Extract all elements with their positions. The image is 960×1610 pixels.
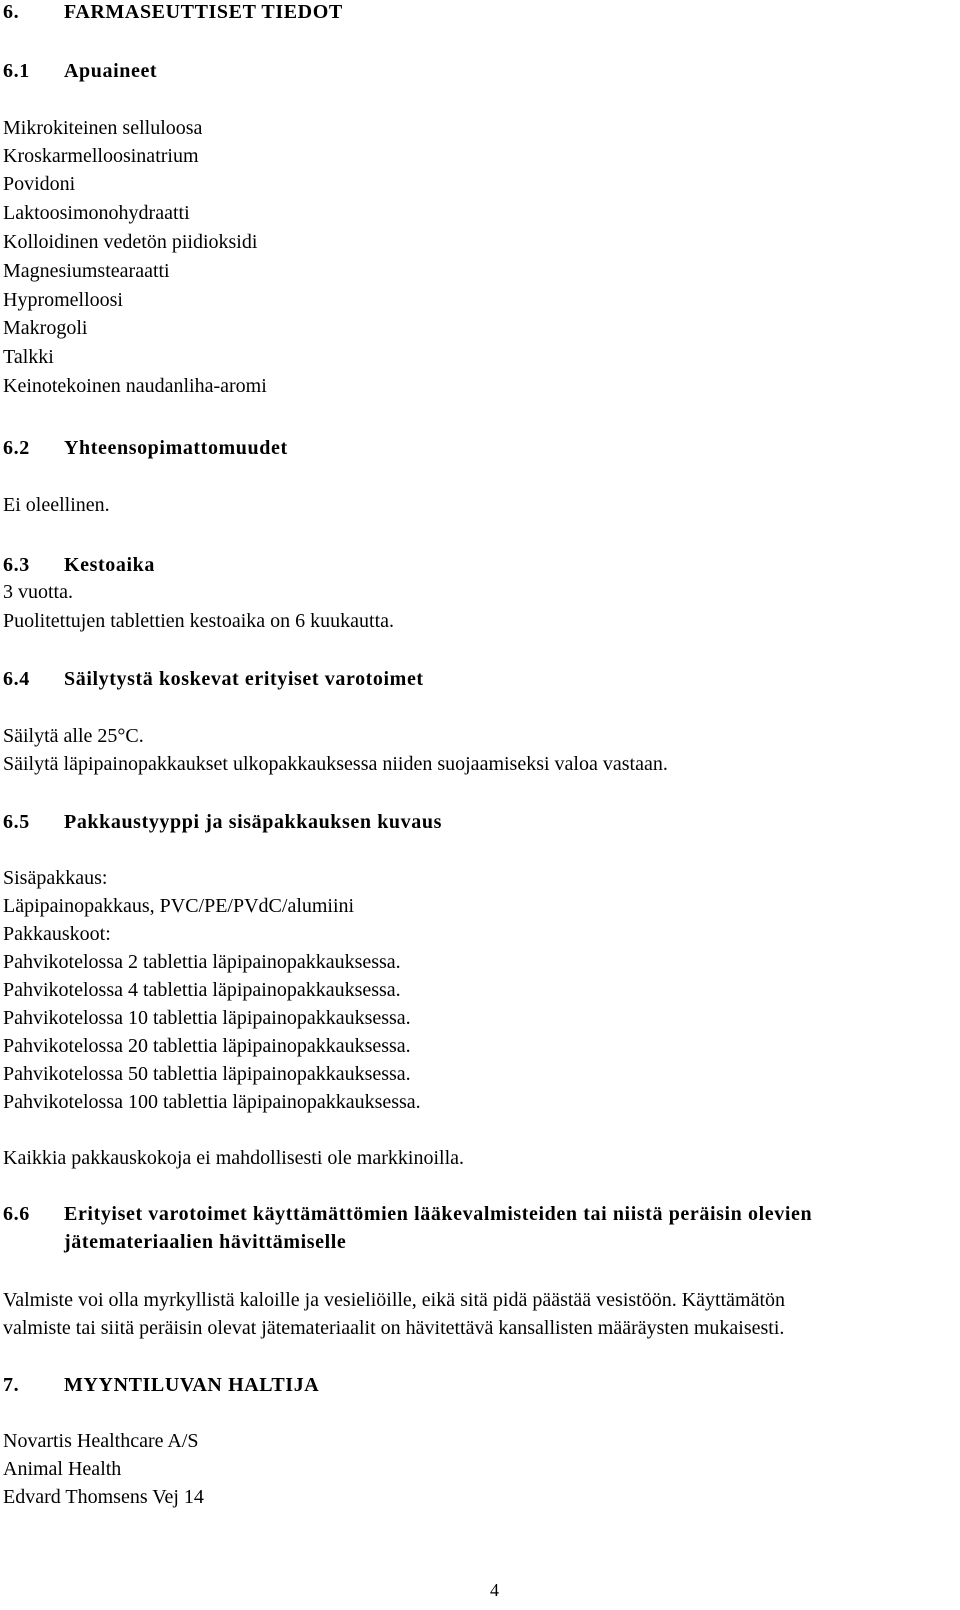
disposal-text: valmiste tai siitä peräisin olevat jätemateriaalit on hävitettävä kansallisten määräysten mukaisesti. — [3, 1317, 785, 1339]
package-text: Läpipainopakkaus, PVC/PE/PVdC/alumiini — [3, 895, 355, 917]
section-number: 6.4 — [3, 668, 30, 690]
excipient-item: Laktoosimonohydraatti — [3, 202, 190, 224]
section-number: 6.6 — [3, 1203, 30, 1225]
section-6-6-heading-continued: jätemateriaalien hävittämiselle — [64, 1231, 347, 1253]
package-size-item: Pahvikotelossa 2 tablettia läpipainopakkauksessa. — [3, 951, 401, 973]
holder-address-line: Novartis Healthcare A/S — [3, 1430, 199, 1452]
excipient-item: Kroskarmelloosinatrium — [3, 145, 199, 167]
package-text: Pakkauskoot: — [3, 923, 111, 945]
excipient-item: Mikrokiteinen selluloosa — [3, 117, 203, 139]
section-6-5-heading — [3, 810, 442, 834]
section-6-4-heading — [3, 667, 424, 691]
package-size-item: Pahvikotelossa 100 tablettia läpipainopakkauksessa. — [3, 1091, 421, 1113]
section-title: Yhteensopimattomuudet — [64, 437, 288, 459]
section-title: Apuaineet — [64, 60, 158, 82]
disposal-text: Valmiste voi olla myrkyllistä kaloille ja vesieliöille, eikä sitä pidä päästää vesistöön. Käyttämätön — [3, 1289, 786, 1311]
package-size-item: Pahvikotelossa 20 tablettia läpipainopakkauksessa. — [3, 1035, 411, 1057]
section-title: Erityiset varotoimet käyttämättömien lääkevalmisteiden tai niistä peräisin olevien — [64, 1203, 813, 1225]
section-title: MYYNTILUVAN HALTIJA — [64, 1374, 320, 1396]
excipient-item: Povidoni — [3, 173, 76, 195]
excipient-item: Keinotekoinen naudanliha-aromi — [3, 375, 267, 397]
section-6-2-heading — [3, 436, 288, 460]
page-number: 4 — [490, 1580, 499, 1600]
section-7-heading — [3, 1373, 319, 1397]
excipient-item: Kolloidinen vedetön piidioksidi — [3, 231, 258, 253]
holder-address-line: Animal Health — [3, 1458, 122, 1480]
section-title: Kestoaika — [64, 554, 155, 576]
section-title: Säilytystä koskevat erityiset varotoimet — [64, 668, 424, 690]
package-note: Kaikkia pakkauskokoja ei mahdollisesti ole markkinoilla. — [3, 1147, 465, 1169]
section-number: 6.1 — [3, 60, 30, 82]
section-title: FARMASEUTTISET TIEDOT — [64, 1, 343, 23]
section-6-1-heading — [3, 59, 157, 83]
shelf-life-text: 3 vuotta. — [3, 581, 73, 603]
section-6-6-heading — [3, 1202, 812, 1226]
section-number: 6. — [3, 1, 20, 23]
excipient-item: Magnesiumstearaatti — [3, 260, 170, 282]
section-6-heading — [3, 0, 343, 24]
section-6-3-heading — [3, 553, 155, 577]
excipient-item: Makrogoli — [3, 317, 88, 339]
excipient-item: Hypromelloosi — [3, 289, 123, 311]
holder-address-line: Edvard Thomsens Vej 14 — [3, 1486, 204, 1508]
section-number: 6.2 — [3, 437, 30, 459]
package-text: Sisäpakkaus: — [3, 867, 108, 889]
storage-text: Säilytä läpipainopakkaukset ulkopakkauksessa niiden suojaamiseksi valoa vastaan. — [3, 753, 668, 775]
package-size-item: Pahvikotelossa 50 tablettia läpipainopakkauksessa. — [3, 1063, 411, 1085]
package-size-item: Pahvikotelossa 10 tablettia läpipainopakkauksessa. — [3, 1007, 411, 1029]
storage-text: Säilytä alle 25°C. — [3, 725, 144, 747]
shelf-life-text: Puolitettujen tablettien kestoaika on 6 kuukautta. — [3, 610, 395, 632]
incompatibilities-text: Ei oleellinen. — [3, 494, 110, 516]
section-number: 7. — [3, 1374, 20, 1396]
section-number: 6.5 — [3, 811, 30, 833]
excipient-item: Talkki — [3, 346, 54, 368]
section-number: 6.3 — [3, 554, 30, 576]
package-size-item: Pahvikotelossa 4 tablettia läpipainopakkauksessa. — [3, 979, 401, 1001]
section-title: Pakkaustyyppi ja sisäpakkauksen kuvaus — [64, 811, 442, 833]
